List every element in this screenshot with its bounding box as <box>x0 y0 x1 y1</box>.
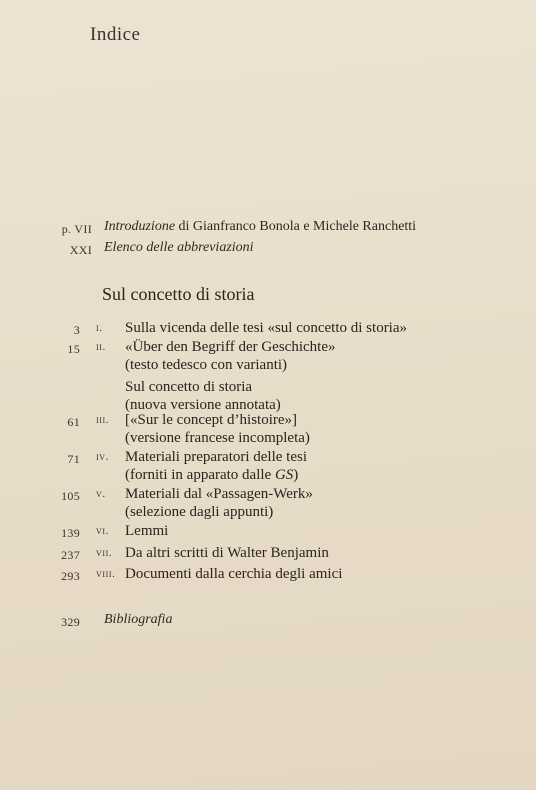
page-number: 237 <box>61 548 80 562</box>
page-number: 61 <box>67 415 80 429</box>
chapter-number: iv. <box>96 451 109 463</box>
entry-line: Materiali dal «Passagen-Werk» <box>125 486 313 502</box>
toc-entry <box>125 522 168 540</box>
entry-line: (versione francese incompleta) <box>125 430 310 446</box>
section-heading: Sul concetto di storia <box>102 284 255 304</box>
chapter-number: iii. <box>96 414 110 426</box>
page-number: 329 <box>61 615 80 629</box>
entry-title: Elenco delle abbreviazioni <box>104 240 254 255</box>
toc-entry <box>125 319 407 337</box>
entry-line: Lemmi <box>125 523 169 539</box>
chapter-number: viii. <box>96 568 116 580</box>
entry-line: Documenti dalla cerchia degli amici <box>125 566 343 582</box>
chapter-number: v. <box>96 488 106 500</box>
chapter-number: i. <box>96 322 103 334</box>
toc-entry <box>125 544 329 562</box>
chapter-number: vii. <box>96 547 113 559</box>
toc-entry <box>125 411 310 447</box>
toc-entry-introduzione <box>104 219 416 235</box>
page-number: 139 <box>61 526 80 540</box>
entry-line: Da altri scritti di Walter Benjamin <box>125 545 329 561</box>
toc-entry-abbreviazioni <box>104 240 254 256</box>
entry-line-text: (forniti in apparato dalle <box>125 467 275 483</box>
entry-line <box>125 466 307 484</box>
toc-entry-bibliografia <box>104 612 172 628</box>
entry-line-text: ) <box>293 467 299 483</box>
entry-line: (testo tedesco con varianti) <box>125 357 288 373</box>
page-number: 3 <box>73 323 80 337</box>
page-number: 15 <box>67 342 80 356</box>
page-number: 71 <box>67 452 80 466</box>
entry-line: Sul concetto di storia <box>125 379 253 395</box>
entry-title: Introduzione <box>104 219 176 234</box>
entry-line: Materiali preparatori delle tesi <box>125 449 307 465</box>
entry-authors: di Gianfranco Bonola e Michele Ranchetti <box>175 219 417 234</box>
entry-line: Sulla vicenda delle tesi «sul concetto di storia» <box>125 320 408 336</box>
chapter-number: ii. <box>96 341 106 353</box>
entry-line: (selezione dagli appunti) <box>125 504 274 520</box>
page-number: p. VII <box>61 222 92 236</box>
entry-title: Bibliografia <box>104 612 173 627</box>
toc-entry <box>125 485 313 521</box>
page-title: Indice <box>90 24 141 45</box>
page-number: XXI <box>69 243 92 257</box>
page-number: 293 <box>61 569 80 583</box>
chapter-number: vi. <box>96 525 109 537</box>
toc-entry <box>125 338 335 414</box>
entry-line: [«Sur le concept d’histoire»] <box>125 412 298 428</box>
entry-line: (nuova versione annotata) <box>125 397 281 413</box>
entry-line: «Über den Begriff der Geschichte» <box>125 339 336 355</box>
toc-entry <box>125 565 342 583</box>
toc-entry <box>125 448 307 484</box>
page-number: 105 <box>61 489 80 503</box>
entry-abbrev: GS <box>274 467 294 483</box>
